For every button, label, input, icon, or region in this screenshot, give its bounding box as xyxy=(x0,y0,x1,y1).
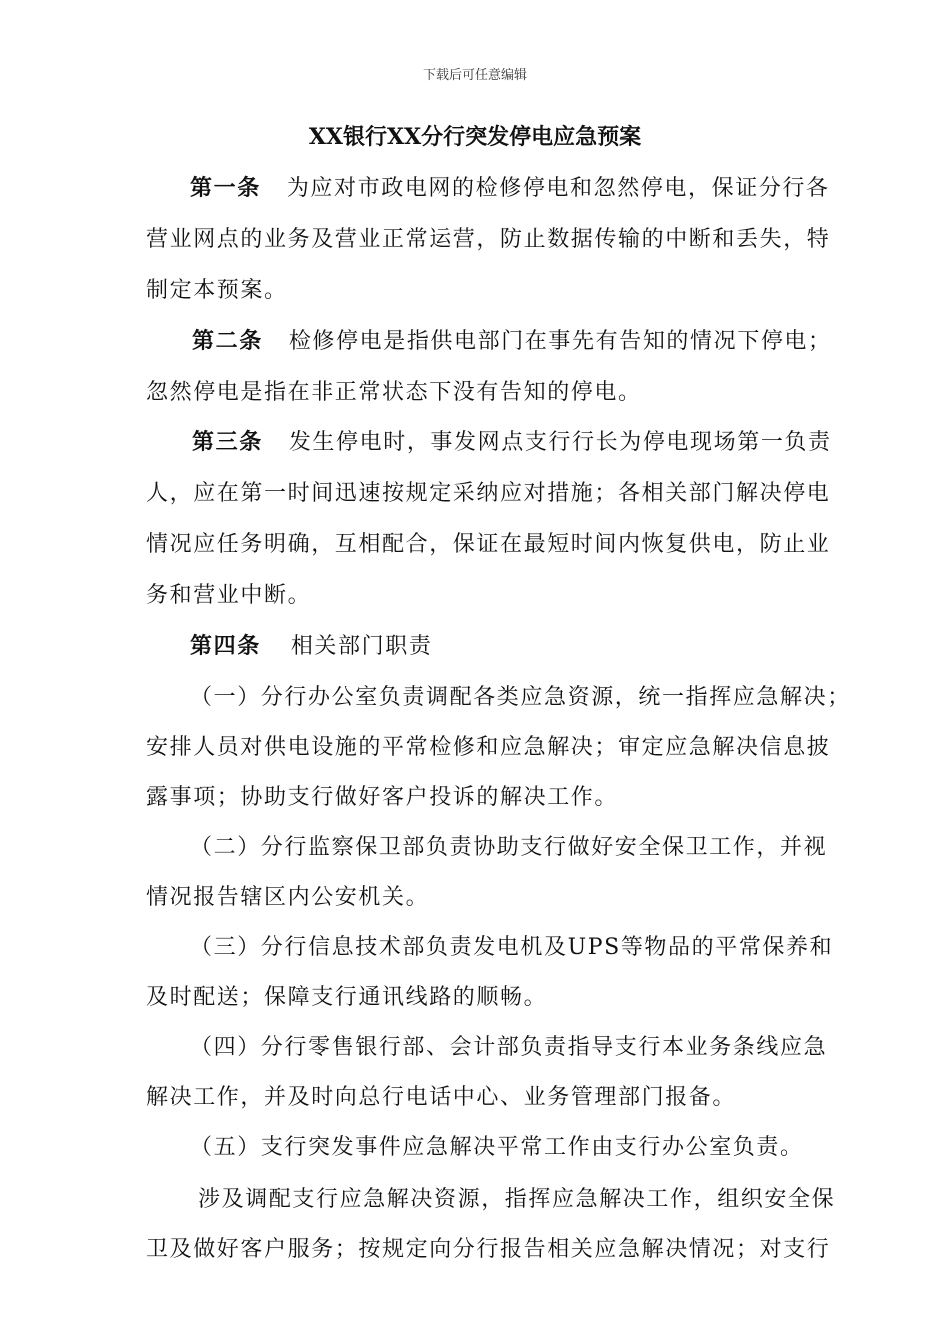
item-1-line-3: 露事项；协助支行做好客户投诉的解决工作。 xyxy=(146,785,619,810)
article-1-line-2: 营业网点的业务及营业正常运营，防止数据传输的中断和丢失，特 xyxy=(146,227,831,252)
article-1-line-1 xyxy=(190,171,830,202)
article-1-text-1: 为应对市政电网的检修停电和忽然停电，保证分行各 xyxy=(286,176,830,201)
article-4-heading: 相关部门职责 xyxy=(290,634,433,659)
item-3-line-2: 及时配送；保障支行通讯线路的顺畅。 xyxy=(146,985,548,1010)
article-3-label: 第三条 xyxy=(192,429,263,455)
item-2-line-1: （二）分行监察保卫部负责协助支行做好安全保卫工作，并视 xyxy=(190,835,828,860)
article-3-line-2: 人，应在第一时间迅速按规定采纳应对措施；各相关部门解决停电 xyxy=(146,481,831,506)
article-3-line-4: 务和营业中断。 xyxy=(146,583,312,608)
item-1-line-1: （一）分行办公室负责调配各类应急资源，统一指挥应急解决； xyxy=(190,685,851,710)
continuation-line-1: 涉及调配支行应急解决资源，指挥应急解决工作，组织安全保 xyxy=(198,1187,836,1212)
article-1-label: 第一条 xyxy=(190,175,261,201)
document-title: XX银行XX分行突发停电应急预案 xyxy=(308,124,642,150)
item-5-line-1: （五）支行突发事件应急解决平常工作由支行办公室负责。 xyxy=(190,1135,804,1160)
article-2-line-2: 忽然停电是指在非正常状态下没有告知的停电。 xyxy=(146,380,642,405)
article-4-label: 第四条 xyxy=(190,633,261,659)
article-3-line-3: 情况应任务明确，互相配合，保证在最短时间内恢复供电，防止业 xyxy=(146,532,831,557)
item-1-line-2: 安排人员对供电设施的平常检修和应急解决；审定应急解决信息披 xyxy=(146,735,831,760)
article-1-line-3: 制定本预案。 xyxy=(146,278,288,303)
article-4-line-1 xyxy=(190,629,432,660)
item-4-line-1: （四）分行零售银行部、会计部负责指导支行本业务条线应急 xyxy=(190,1035,828,1060)
article-2-label: 第二条 xyxy=(192,328,263,354)
article-3-text-1: 发生停电时，事发网点支行行长为停电现场第一负责 xyxy=(288,430,832,455)
item-2-line-2: 情况报告辖区内公安机关。 xyxy=(146,885,430,910)
page-header-note: 下载后可任意编辑 xyxy=(422,68,527,83)
item-4-line-2: 解决工作，并及时向总行电话中心、业务管理部门报备。 xyxy=(146,1085,737,1110)
article-2-text-1: 检修停电是指供电部门在事先有告知的情况下停电； xyxy=(288,329,832,354)
article-3-line-1 xyxy=(192,425,832,456)
article-2-line-1 xyxy=(192,324,832,355)
item-3-line-1: （三）分行信息技术部负责发电机及UPS等物品的平常保养和 xyxy=(190,935,834,960)
continuation-line-2: 卫及做好客户服务；按规定向分行报告相关应急解决情况；对支行 xyxy=(146,1237,831,1262)
